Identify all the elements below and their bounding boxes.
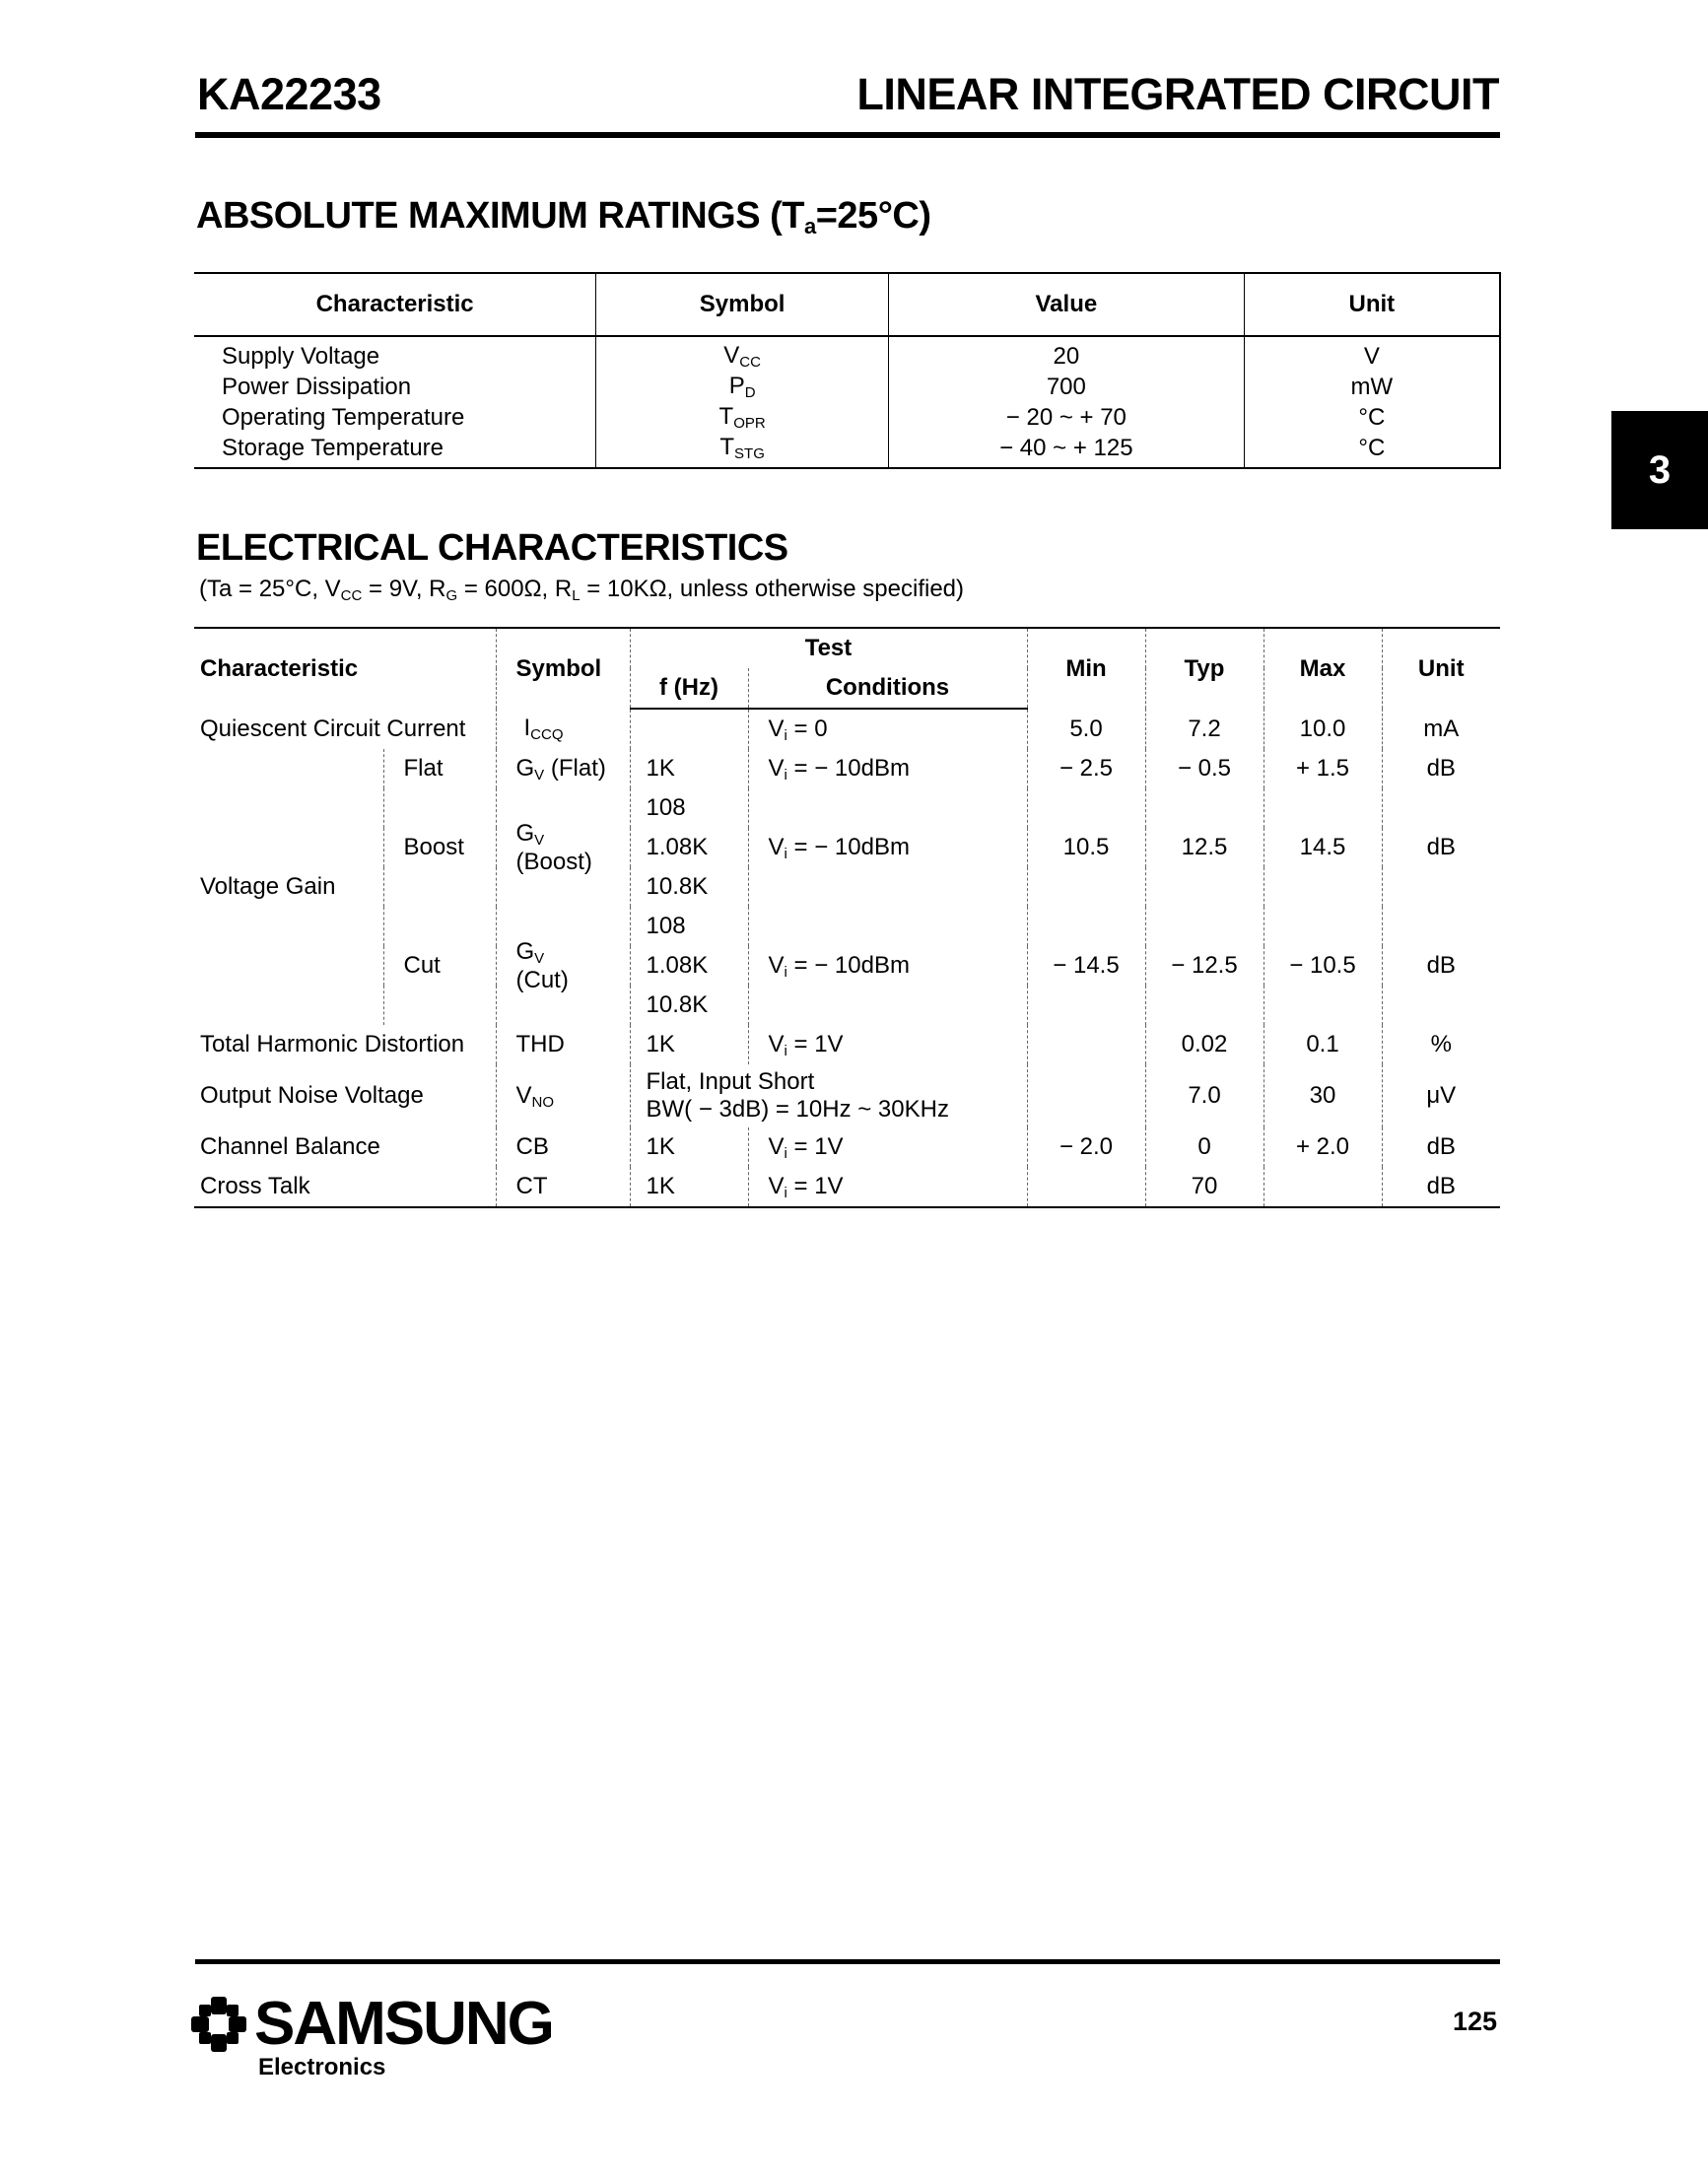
min-cell: − 2.0 <box>1027 1127 1145 1167</box>
unit-cell: °C <box>1244 402 1500 433</box>
symbol-cell: $G_V$ (Cut) <box>496 907 630 1025</box>
table-row <box>194 907 1500 946</box>
mode-cell: Flat <box>383 749 496 788</box>
max-cell: 14.5 <box>1264 788 1382 907</box>
table-row <box>194 402 1500 433</box>
frequency-cell: 1K <box>630 1167 748 1207</box>
section-tab: 3 <box>1611 411 1708 529</box>
symbol-cell: $P_D$ <box>596 372 889 402</box>
typ-cell: 7.2 <box>1145 709 1264 749</box>
symbol-cell: CT <box>496 1167 630 1207</box>
col-symbol: Symbol <box>596 273 889 336</box>
footer-rule <box>195 1959 1500 1964</box>
unit-cell: dB <box>1382 1127 1500 1167</box>
symbol-cell: CB <box>496 1127 630 1167</box>
col-conditions: Conditions <box>748 668 1027 709</box>
frequency-cell: 1K <box>630 1025 748 1064</box>
symbol-cell: THD <box>496 1025 630 1064</box>
table-header-row <box>194 628 1500 668</box>
unit-cell: dB <box>1382 1167 1500 1207</box>
mode-cell: Cut <box>383 907 496 1025</box>
characteristic-cell: Cross Talk <box>194 1167 496 1207</box>
unit-cell: °C <box>1244 433 1500 468</box>
characteristic-cell: Operating Temperature <box>194 402 596 433</box>
brand-wordmark: SAMSUNG <box>254 1990 553 2058</box>
frequency-cell <box>630 709 748 749</box>
unit-cell: dB <box>1382 788 1500 907</box>
unit-cell: V <box>1244 336 1500 372</box>
min-cell: 10.5 <box>1027 788 1145 907</box>
elec-conditions: (Ta = 25°C, $V_{CC} = 9V$, $R_G = 600\Omega$, $R_L = 10K\Omega$, unless otherwise specified) <box>199 576 965 604</box>
typ-cell: 0.02 <box>1145 1025 1264 1064</box>
characteristic-cell: Output Noise Voltage <box>194 1064 496 1127</box>
value-cell: 20 <box>889 336 1245 372</box>
conditions-cell: $V_i$ = − 10dBm <box>748 907 1027 1025</box>
max-cell: − 10.5 <box>1264 907 1382 1025</box>
max-cell: + 2.0 <box>1264 1127 1382 1167</box>
min-cell <box>1027 1025 1145 1064</box>
frequency-cell: 108 <box>630 788 748 828</box>
conditions-cell: Flat, Input Short BW( − 3dB) = 10Hz ~ 30KHz <box>630 1064 1027 1127</box>
elec-char-table <box>194 627 1500 1208</box>
max-cell <box>1264 1167 1382 1207</box>
brand-subtitle: Electronics <box>258 2054 386 2080</box>
table-row <box>194 1064 1500 1127</box>
max-cell: + 1.5 <box>1264 749 1382 788</box>
frequency-cell: 1.08K <box>646 952 709 979</box>
characteristic-cell: Power Dissipation <box>194 372 596 402</box>
table-row <box>194 433 1500 468</box>
characteristic-cell: Channel Balance <box>194 1127 496 1167</box>
table-row <box>194 372 1500 402</box>
table-header-row <box>194 273 1500 336</box>
unit-cell: dB <box>1382 749 1500 788</box>
col-min: Min <box>1027 628 1145 709</box>
characteristic-cell: Quiescent Circuit Current <box>194 709 496 749</box>
frequency-cell: 10.8K <box>646 873 709 900</box>
max-cell: 10.0 <box>1264 709 1382 749</box>
typ-cell: 0 <box>1145 1127 1264 1167</box>
symbol-cell: $I_{CCQ}$ <box>496 709 630 749</box>
typ-cell: 12.5 <box>1145 788 1264 907</box>
abs-max-table <box>194 272 1501 469</box>
mode-cell: Boost <box>383 788 496 907</box>
col-unit: Unit <box>1244 273 1500 336</box>
characteristic-cell: Total Harmonic Distortion <box>194 1025 496 1064</box>
voltage-gain-label: Voltage Gain <box>194 749 383 1025</box>
table-row <box>194 749 1500 788</box>
table-row <box>194 336 1500 372</box>
characteristic-cell: Supply Voltage <box>194 336 596 372</box>
document-type: LINEAR INTEGRATED CIRCUIT <box>856 69 1499 119</box>
min-cell <box>1027 1064 1145 1127</box>
symbol-cell: $V_{CC}$ <box>596 336 889 372</box>
header-rule <box>195 132 1500 138</box>
characteristic-cell: Storage Temperature <box>194 433 596 468</box>
frequency-cell: 108 <box>630 907 748 946</box>
conditions-cell: $V_i = 0$ <box>748 709 1027 749</box>
samsung-emblem-icon <box>189 1995 248 2054</box>
unit-cell: dB <box>1382 907 1500 1025</box>
symbol-cell: $G_V$ (Flat) <box>496 749 630 788</box>
table-row <box>194 709 1500 749</box>
table-row <box>194 1127 1500 1167</box>
value-cell: − 20 ~ + 70 <box>889 402 1245 433</box>
frequency-cell: 1K <box>630 749 748 788</box>
symbol-cell: $T_{STG}$ <box>596 433 889 468</box>
conditions-cell: $V_i = 1V$ <box>748 1127 1027 1167</box>
unit-cell: μV <box>1382 1064 1500 1127</box>
min-cell: − 14.5 <box>1027 907 1145 1025</box>
part-number: KA22233 <box>197 69 381 119</box>
typ-cell: 7.0 <box>1145 1064 1264 1127</box>
min-cell <box>1027 1167 1145 1207</box>
typ-cell: 70 <box>1145 1167 1264 1207</box>
col-symbol: Symbol <box>496 628 630 709</box>
frequency-cell: 1K <box>630 1127 748 1167</box>
conditions-cell: $V_i$ = − 10dBm <box>748 788 1027 907</box>
abs-max-title: ABSOLUTE MAXIMUM RATINGS $(T_a=25^\circ C)$ <box>196 195 931 239</box>
symbol-cell: $V_{NO}$ <box>496 1064 630 1127</box>
max-cell: 30 <box>1264 1064 1382 1127</box>
value-cell: − 40 ~ + 125 <box>889 433 1245 468</box>
page-number: 125 <box>1452 2007 1497 2036</box>
frequency-cell: 1.08K <box>646 834 709 860</box>
col-frequency: f (Hz) <box>630 668 748 709</box>
conditions-cell: $V_i = 1V$ <box>748 1167 1027 1207</box>
conditions-cell: $V_i$ = − 10dBm <box>748 749 1027 788</box>
max-cell: 0.1 <box>1264 1025 1382 1064</box>
unit-cell: mW <box>1244 372 1500 402</box>
frequency-cell: 10.8K <box>646 991 709 1018</box>
samsung-logo <box>189 1989 553 2059</box>
table-row <box>194 1025 1500 1064</box>
min-cell: 5.0 <box>1027 709 1145 749</box>
value-cell: 700 <box>889 372 1245 402</box>
table-row <box>194 788 1500 828</box>
col-typ: Typ <box>1145 628 1264 709</box>
col-max: Max <box>1264 628 1382 709</box>
typ-cell: − 0.5 <box>1145 749 1264 788</box>
unit-cell: mA <box>1382 709 1500 749</box>
min-cell: − 2.5 <box>1027 749 1145 788</box>
conditions-cell: $V_i = 1V$ <box>748 1025 1027 1064</box>
symbol-cell: $G_V$ (Boost) <box>496 788 630 907</box>
col-test: Test <box>630 628 1027 668</box>
unit-cell: % <box>1382 1025 1500 1064</box>
col-characteristic: Characteristic <box>194 628 496 709</box>
col-value: Value <box>889 273 1245 336</box>
col-characteristic: Characteristic <box>194 273 596 336</box>
table-row <box>194 1167 1500 1207</box>
symbol-cell: $T_{OPR}$ <box>596 402 889 433</box>
col-unit: Unit <box>1382 628 1500 709</box>
typ-cell: − 12.5 <box>1145 907 1264 1025</box>
elec-char-title: ELECTRICAL CHARACTERISTICS <box>196 527 788 569</box>
